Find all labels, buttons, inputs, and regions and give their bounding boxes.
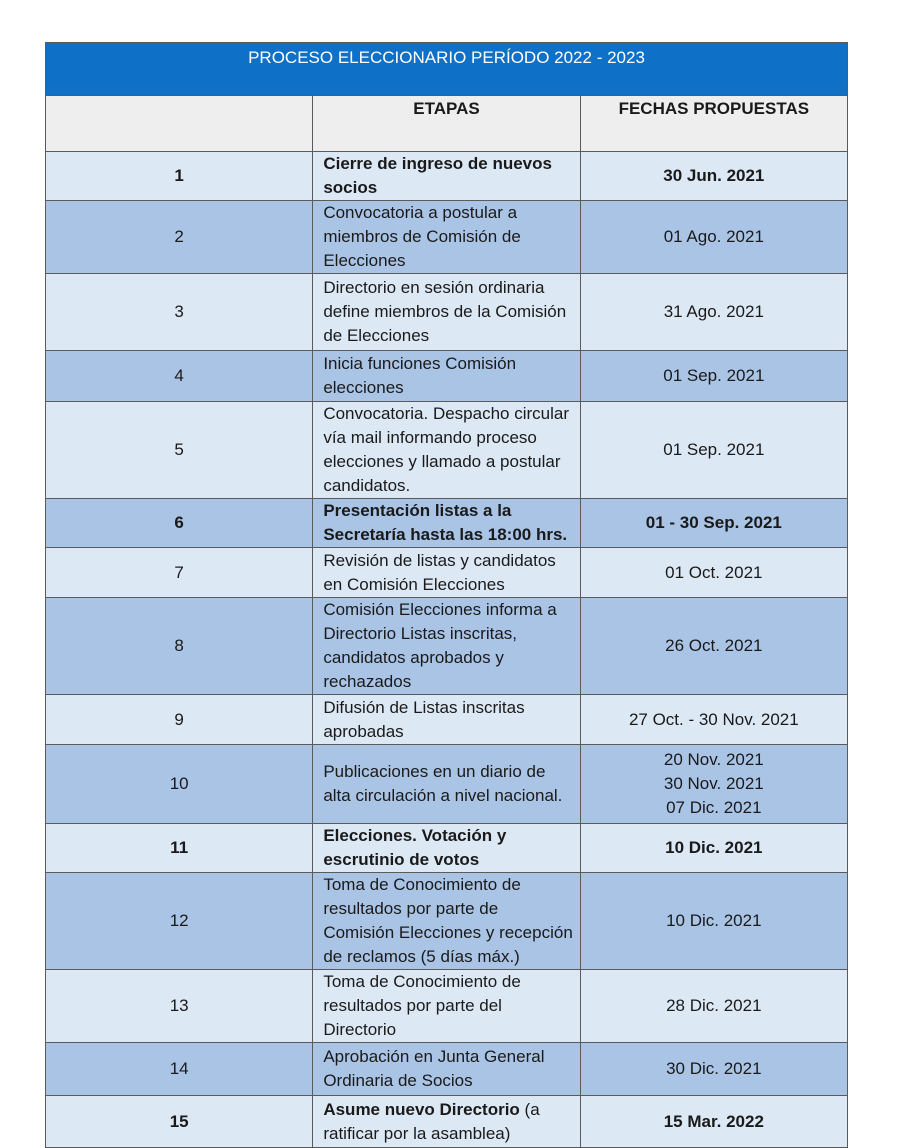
stage-note: (a ratificar por la asamblea) <box>323 1099 540 1143</box>
row-stage <box>313 1096 580 1148</box>
table-row <box>46 824 848 873</box>
row-number: 11 <box>46 824 313 873</box>
stage-text: Asume nuevo Directorio <box>323 1099 520 1119</box>
row-number: 8 <box>46 598 313 695</box>
table-row <box>46 598 848 695</box>
row-stage <box>313 745 580 824</box>
row-stage <box>313 274 580 351</box>
row-stage <box>313 1043 580 1096</box>
stage-text: Cierre de ingreso de nuevos socios <box>323 154 552 197</box>
row-number: 9 <box>46 695 313 745</box>
row-number: 12 <box>46 873 313 970</box>
date-value: 20 Nov. 2021 <box>663 750 764 769</box>
table-row <box>46 351 848 402</box>
stage-text: Aprobación en Junta General Ordinaria de Socios <box>323 1047 545 1090</box>
stage-text: Publicaciones en un diario de alta circulación a nivel nacional. <box>323 762 563 805</box>
table-row <box>46 548 848 598</box>
row-dates <box>580 1096 847 1148</box>
row-stage <box>313 499 580 548</box>
table-row <box>46 1096 848 1148</box>
date-value: 30 Nov. 2021 <box>663 774 764 793</box>
stage-text: Toma de Conocimiento de resultados por parte del Directorio <box>323 972 521 1039</box>
row-stage <box>313 548 580 598</box>
header-stages: ETAPAS <box>313 96 580 152</box>
date-value: 27 Oct. - 30 Nov. 2021 <box>628 709 799 729</box>
header-number <box>46 96 313 152</box>
row-stage <box>313 402 580 499</box>
row-dates <box>580 1043 847 1096</box>
row-number: 14 <box>46 1043 313 1096</box>
table-row <box>46 201 848 274</box>
row-number: 4 <box>46 351 313 402</box>
table-row <box>46 152 848 201</box>
date-value: 10 Dic. 2021 <box>665 838 763 857</box>
date-value: 01 - 30 Sep. 2021 <box>645 513 782 532</box>
stage-text: Toma de Conocimiento de resultados por parte de Comisión Elecciones y recepción de reclamos (5 días máx.) <box>323 875 573 966</box>
row-dates <box>580 274 847 351</box>
row-number: 3 <box>46 274 313 351</box>
table-row <box>46 970 848 1043</box>
row-dates <box>580 873 847 970</box>
stage-text: Revisión de listas y candidatos en Comisión Elecciones <box>323 550 556 594</box>
table-row <box>46 1043 848 1096</box>
date-value: 10 Dic. 2021 <box>666 911 762 930</box>
row-number: 10 <box>46 745 313 824</box>
table-row <box>46 274 848 351</box>
row-dates <box>580 598 847 695</box>
row-stage <box>313 152 580 201</box>
row-stage <box>313 695 580 745</box>
row-number: 6 <box>46 499 313 548</box>
row-dates <box>580 745 847 824</box>
row-dates <box>580 499 847 548</box>
table-row <box>46 499 848 548</box>
table-row <box>46 745 848 824</box>
table-row <box>46 873 848 970</box>
row-number: 1 <box>46 152 313 201</box>
date-value: 31 Ago. 2021 <box>663 302 764 321</box>
row-stage <box>313 970 580 1043</box>
row-stage <box>313 873 580 970</box>
row-dates <box>580 402 847 499</box>
stage-text: Inicia funciones Comisión elecciones <box>323 354 517 397</box>
date-value: 01 Ago. 2021 <box>663 227 764 246</box>
header-dates: FECHAS PROPUESTAS <box>580 96 847 152</box>
row-number: 5 <box>46 402 313 499</box>
stage-text: Convocatoria a postular a miembros de Comisión de Elecciones <box>323 203 521 270</box>
election-schedule-table <box>45 42 848 1148</box>
row-stage <box>313 598 580 695</box>
stage-text: Directorio en sesión ordinaria define miembros de la Comisión de Elecciones <box>323 278 567 345</box>
table-row <box>46 695 848 745</box>
stage-text: Difusión de Listas inscritas aprobadas <box>323 697 525 741</box>
row-number: 13 <box>46 970 313 1043</box>
stage-text: Convocatoria. Despacho circular vía mail informando proceso elecciones y llamado a postular candidatos. <box>323 404 569 495</box>
stage-text: Elecciones. Votación y escrutinio de votos <box>323 826 507 869</box>
table-row <box>46 402 848 499</box>
date-value: 30 Dic. 2021 <box>666 1059 762 1078</box>
row-dates <box>580 152 847 201</box>
row-dates <box>580 970 847 1043</box>
date-value: 07 Dic. 2021 <box>666 798 762 817</box>
row-stage <box>313 351 580 402</box>
stage-text: Comisión Elecciones informa a Directorio Listas inscritas, candidatos aprobados y rechazados <box>323 600 557 691</box>
row-dates <box>580 201 847 274</box>
title-row <box>46 43 848 96</box>
table-body <box>46 152 848 1148</box>
date-value: 15 Mar. 2022 <box>663 1111 764 1131</box>
row-stage <box>313 824 580 873</box>
row-dates <box>580 351 847 402</box>
header-row <box>46 96 848 152</box>
date-value: 30 Jun. 2021 <box>663 166 765 185</box>
date-value: 26 Oct. 2021 <box>665 636 763 655</box>
date-value: 28 Dic. 2021 <box>666 996 762 1015</box>
date-value: 01 Sep. 2021 <box>663 366 765 385</box>
date-value: 01 Oct. 2021 <box>665 562 763 582</box>
row-dates <box>580 824 847 873</box>
row-number: 7 <box>46 548 313 598</box>
row-stage <box>313 201 580 274</box>
table-title: PROCESO ELECCIONARIO PERÍODO 2022 - 2023 <box>46 43 848 96</box>
row-number: 15 <box>46 1096 313 1148</box>
row-number: 2 <box>46 201 313 274</box>
row-dates <box>580 548 847 598</box>
row-dates <box>580 695 847 745</box>
stage-text: Presentación listas a la Secretaría hasta las 18:00 hrs. <box>323 501 568 544</box>
date-value: 01 Sep. 2021 <box>663 440 765 459</box>
